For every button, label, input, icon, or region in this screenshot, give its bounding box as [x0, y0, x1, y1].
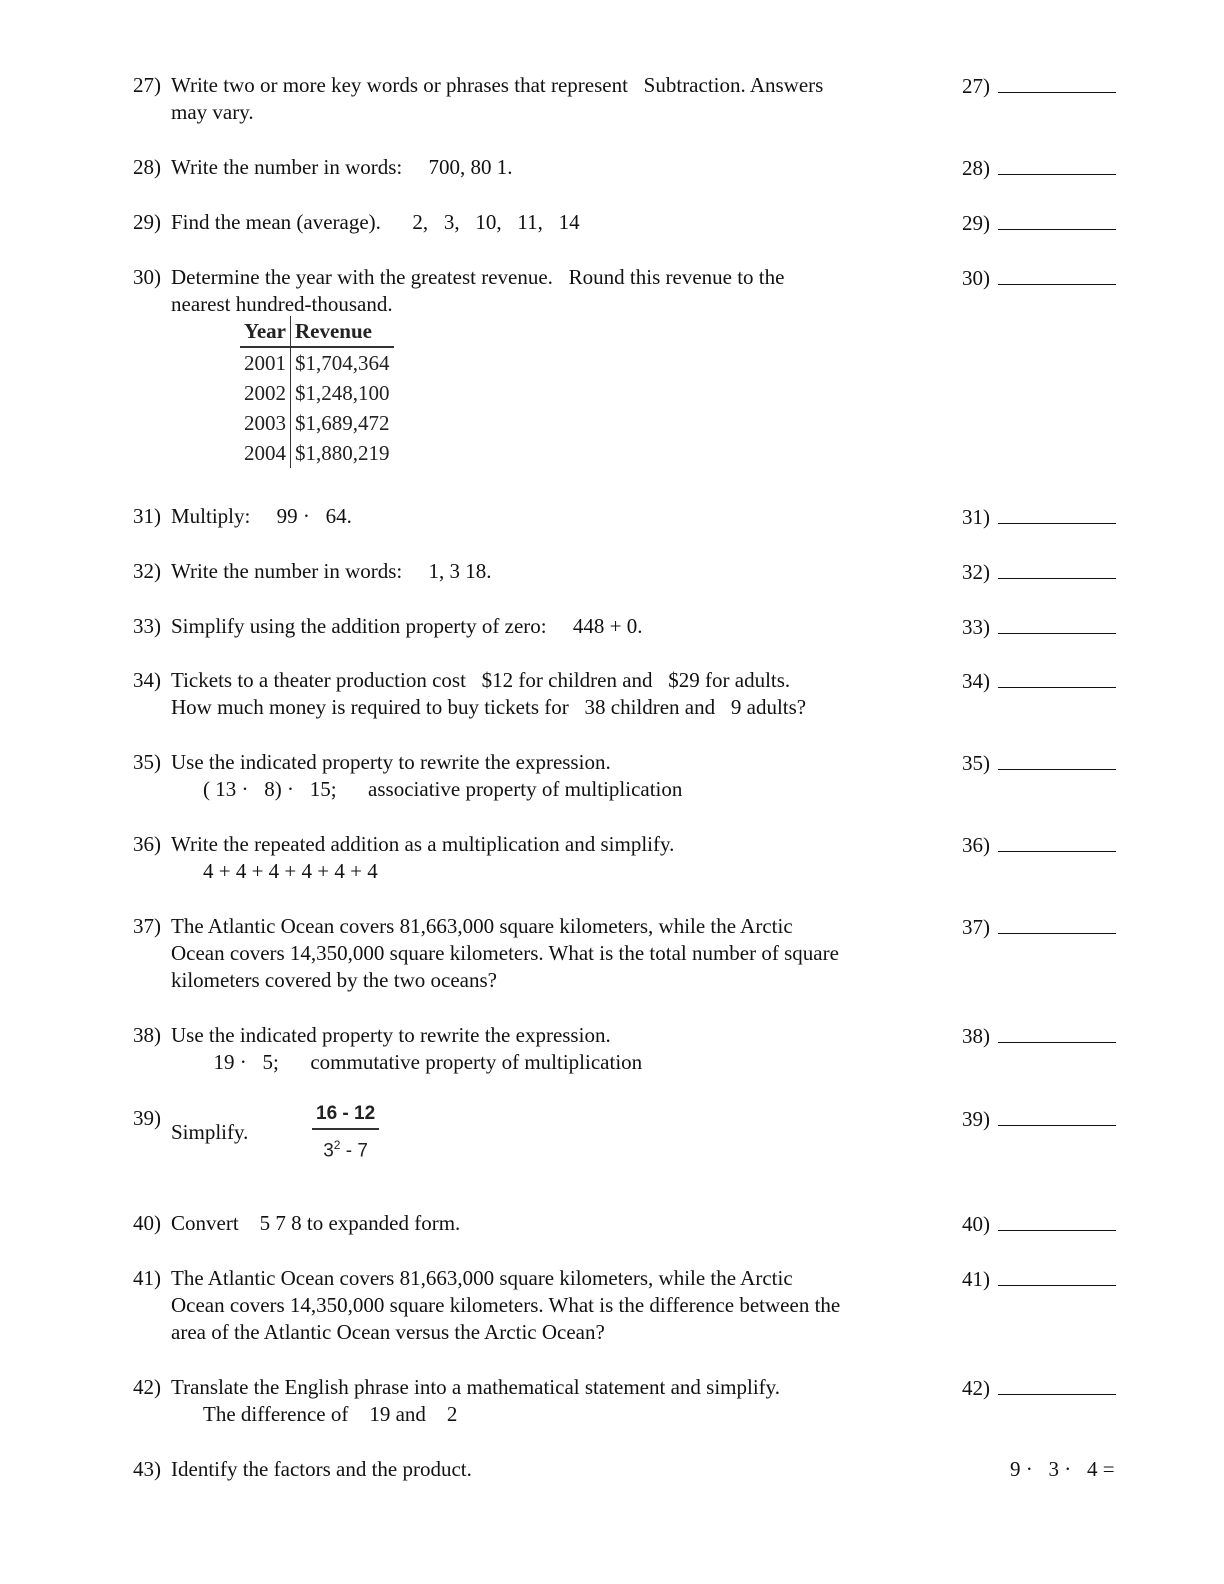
answer-label: 34)	[962, 669, 990, 693]
question-number: 27)	[133, 73, 161, 97]
question-number: 40)	[133, 1211, 161, 1235]
question-42	[133, 1374, 933, 1428]
answer-blank[interactable]	[998, 264, 1116, 285]
question-text: kilometers covered by the two oceans?	[171, 968, 497, 992]
answer-blank[interactable]	[998, 154, 1116, 175]
question-number: 39)	[133, 1106, 161, 1130]
answer-label: 39)	[962, 1107, 990, 1131]
question-text: The Atlantic Ocean covers 81,663,000 square kilometers, while the Arctic	[171, 914, 793, 938]
year-cell: 2001	[240, 347, 291, 378]
question-40	[133, 1210, 933, 1237]
question-text: Convert 5 7 8 to expanded form.	[171, 1211, 461, 1235]
question-27	[133, 72, 933, 126]
answer-34[interactable]	[962, 667, 1116, 695]
answer-37[interactable]	[962, 913, 1116, 941]
denominator-base: 3	[323, 1140, 334, 1162]
denominator-exponent: 2	[333, 1138, 341, 1152]
question-text: Identify the factors and the product.	[171, 1457, 472, 1481]
question-text: Write the number in words: 700, 80 1.	[171, 155, 513, 179]
question-text: Ocean covers 14,350,000 square kilometers. What is the difference between the	[171, 1293, 841, 1317]
question-38	[133, 1022, 933, 1076]
question-28	[133, 154, 933, 181]
table-header-row	[240, 316, 394, 347]
answer-blank[interactable]	[998, 1022, 1116, 1043]
answer-label: 36)	[962, 833, 990, 857]
question-text: Use the indicated property to rewrite the expression.	[171, 750, 611, 774]
answer-blank[interactable]	[998, 831, 1116, 852]
answer-35[interactable]	[962, 749, 1116, 777]
question-number: 42)	[133, 1375, 161, 1399]
table-row	[240, 347, 394, 378]
answer-label: 37)	[962, 915, 990, 939]
revenue-cell: $1,704,364	[295, 351, 390, 375]
question-text: area of the Atlantic Ocean versus the Arctic Ocean?	[171, 1320, 605, 1344]
question-text: Ocean covers 14,350,000 square kilometers. What is the total number of square	[171, 941, 839, 965]
answer-42[interactable]	[962, 1374, 1116, 1402]
answer-label: 42)	[962, 1376, 990, 1400]
answer-33[interactable]	[962, 613, 1116, 641]
question-expression: 19 · 5; commutative property of multiplication	[203, 1050, 643, 1074]
answer-label: 41)	[962, 1267, 990, 1291]
answer-blank[interactable]	[998, 503, 1116, 524]
question-expression: ( 13 · 8) · 15; associative property of multiplication	[203, 777, 683, 801]
answer-36[interactable]	[962, 831, 1116, 859]
question-37	[133, 913, 933, 994]
question-text: Write two or more key words or phrases that represent Subtraction. Answers	[171, 73, 824, 97]
answer-label: 40)	[962, 1212, 990, 1236]
year-cell: 2002	[240, 378, 291, 408]
question-30	[133, 264, 933, 318]
answer-blank[interactable]	[998, 1265, 1116, 1286]
question-text: nearest hundred-thousand.	[171, 292, 393, 316]
question-36	[133, 831, 933, 885]
question-text: Find the mean (average). 2, 3, 10, 11, 14	[171, 210, 580, 234]
answer-38[interactable]	[962, 1022, 1116, 1050]
question-text: Write the repeated addition as a multiplication and simplify.	[171, 832, 675, 856]
answer-label: 31)	[962, 505, 990, 529]
question-text: Multiply: 99 · 64.	[171, 504, 352, 528]
answer-blank[interactable]	[998, 667, 1116, 688]
question-number: 38)	[133, 1023, 161, 1047]
answer-27[interactable]	[962, 72, 1116, 100]
question-text: The Atlantic Ocean covers 81,663,000 square kilometers, while the Arctic	[171, 1266, 793, 1290]
answer-label: 28)	[962, 156, 990, 180]
answer-40[interactable]	[962, 1210, 1116, 1238]
question-35	[133, 749, 933, 803]
answer-label: 38)	[962, 1024, 990, 1048]
question-39	[133, 1105, 933, 1146]
question-33	[133, 613, 933, 640]
answer-blank[interactable]	[998, 209, 1116, 230]
answer-28[interactable]	[962, 154, 1116, 182]
answer-29[interactable]	[962, 209, 1116, 237]
question-number: 34)	[133, 668, 161, 692]
answer-blank[interactable]	[998, 749, 1116, 770]
question-number: 28)	[133, 155, 161, 179]
question-text: Simplify.	[171, 1120, 249, 1144]
question-number: 35)	[133, 750, 161, 774]
question-31	[133, 503, 933, 530]
answer-30[interactable]	[962, 264, 1116, 292]
answer-blank[interactable]	[998, 72, 1116, 93]
answer-blank[interactable]	[998, 1374, 1116, 1395]
answer-31[interactable]	[962, 503, 1116, 531]
answer-label: 32)	[962, 560, 990, 584]
question-expression: 4 + 4 + 4 + 4 + 4 + 4	[203, 859, 378, 883]
question-number: 29)	[133, 210, 161, 234]
table-row	[240, 378, 394, 408]
question-34	[133, 667, 933, 721]
question-expression: The difference of 19 and 2	[203, 1402, 458, 1426]
question-number: 43)	[133, 1457, 161, 1481]
fraction-denominator	[312, 1130, 379, 1166]
question-41	[133, 1265, 933, 1346]
year-cell: 2003	[240, 408, 291, 438]
column-header-year: Year	[240, 316, 291, 347]
column-header-revenue: Revenue	[291, 316, 394, 347]
question-text: Write the number in words: 1, 3 18.	[171, 559, 492, 583]
question-number: 37)	[133, 914, 161, 938]
question-43	[133, 1456, 933, 1483]
revenue-cell: $1,248,100	[295, 381, 390, 405]
revenue-table	[240, 316, 394, 468]
question-text: Translate the English phrase into a mathematical statement and simplify.	[171, 1375, 781, 1399]
answer-label: 30)	[962, 266, 990, 290]
answer-blank[interactable]	[998, 1105, 1116, 1126]
question-number: 30)	[133, 265, 161, 289]
answer-39[interactable]	[962, 1105, 1116, 1133]
answer-label: 35)	[962, 751, 990, 775]
question-text: Simplify using the addition property of zero: 448 + 0.	[171, 614, 643, 638]
product-expression: 9 · 3 · 4 =	[1010, 1457, 1115, 1481]
answer-blank[interactable]	[998, 1210, 1116, 1231]
question-text: How much money is required to buy tickets for 38 children and 9 adults?	[171, 695, 807, 719]
table-row	[240, 438, 394, 468]
question-text: may vary.	[171, 100, 254, 124]
revenue-cell: $1,880,219	[295, 441, 390, 465]
question-number: 41)	[133, 1266, 161, 1290]
answer-32[interactable]	[962, 558, 1116, 586]
fraction-expression	[312, 1100, 379, 1166]
question-number: 31)	[133, 504, 161, 528]
revenue-cell: $1,689,472	[295, 411, 390, 435]
question-32	[133, 558, 933, 585]
question-text: Tickets to a theater production cost $12 for children and $29 for adults.	[171, 668, 791, 692]
answer-blank[interactable]	[998, 613, 1116, 634]
answer-blank[interactable]	[998, 558, 1116, 579]
answer-blank[interactable]	[998, 913, 1116, 934]
question-text: Determine the year with the greatest revenue. Round this revenue to the	[171, 265, 785, 289]
question-number: 33)	[133, 614, 161, 638]
question-number: 36)	[133, 832, 161, 856]
question-number: 32)	[133, 559, 161, 583]
question-text: Use the indicated property to rewrite the expression.	[171, 1023, 611, 1047]
answer-41[interactable]	[962, 1265, 1116, 1293]
fraction-numerator: 16 - 12	[312, 1100, 379, 1130]
year-cell: 2004	[240, 438, 291, 468]
question-29	[133, 209, 933, 236]
answer-label: 27)	[962, 74, 990, 98]
table-row	[240, 408, 394, 438]
answer-label: 33)	[962, 615, 990, 639]
answer-label: 29)	[962, 211, 990, 235]
denominator-rest: - 7	[340, 1140, 368, 1162]
